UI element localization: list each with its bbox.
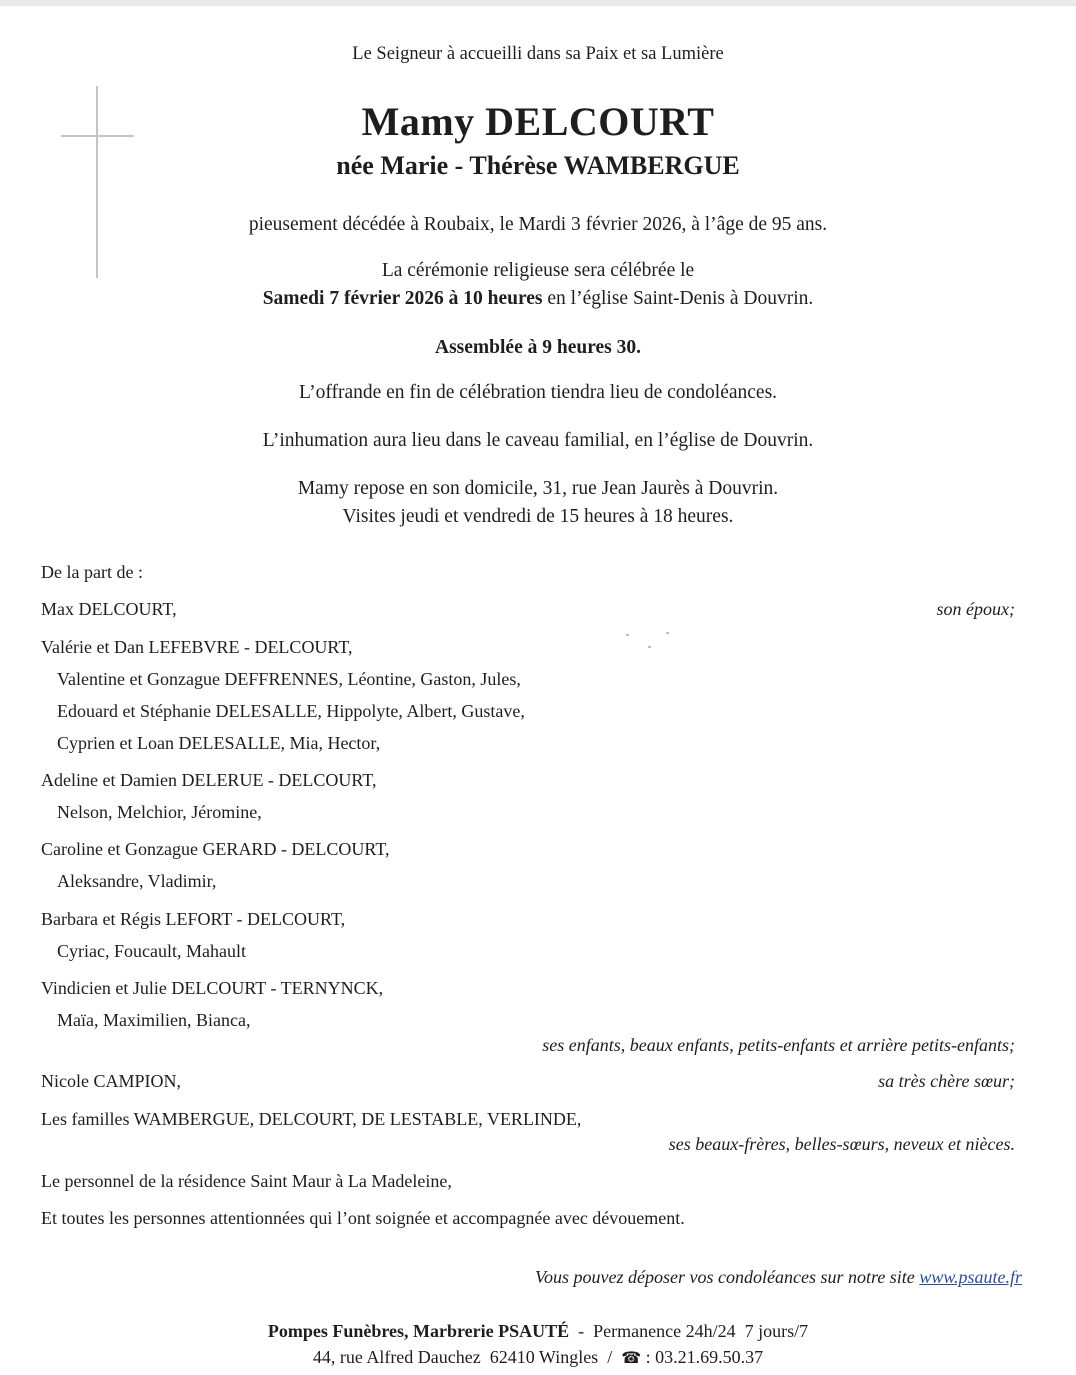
ceremony-line: La cérémonie religieuse sera célébrée le [381, 260, 695, 281]
intro-line: Le Seigneur à accueilli dans sa Paix et sa Lumière [352, 44, 724, 64]
family-intro: De la part de : [41, 562, 143, 582]
ceremony-date: Samedi 7 février 2026 à 10 heures [262, 288, 543, 309]
telephone-icon: ☎ [621, 1350, 642, 1367]
child-family: Barbara et Régis LEFORT - DELCOURT, [41, 909, 346, 929]
offering-note: L’offrande en fin de célébration tiendra lieu de condoléances. [298, 382, 778, 403]
funeral-home-permanence: - Permanence 24h/24 7 jours/7 [569, 1321, 809, 1341]
grandchildren-line: Aleksandre, Vladimir, [57, 871, 217, 891]
ceremony-place: en l’église Saint-Denis à Douvrin. [542, 288, 814, 309]
condolences-note [535, 1265, 1022, 1289]
scan-specks [626, 632, 676, 652]
deceased-name: Mamy DELCOURT [361, 99, 715, 144]
condolences-text: Vous pouvez déposer vos condoléances sur notre site [535, 1267, 920, 1287]
grandchildren-line: Nelson, Melchior, Jéromine, [57, 802, 262, 822]
extended-families: Les familles WAMBERGUE, DELCOURT, DE LESTABLE, VERLINDE, [41, 1109, 582, 1129]
maiden-name: née Marie - Thérèse WAMBERGUE [336, 151, 740, 180]
staff-line: Le personnel de la résidence Saint Maur à La Madeleine, [41, 1171, 452, 1191]
burial-note: L’inhumation aura lieu dans le caveau familial, en l’église de Douvrin. [262, 430, 814, 451]
visit-hours: Visites jeudi et vendredi de 15 heures à 18 heures. [342, 506, 734, 527]
child-family: Valérie et Dan LEFEBVRE - DELCOURT, [41, 637, 353, 657]
scan-edge [0, 0, 1076, 6]
children-role: ses enfants, beaux enfants, petits-enfants et arrière petits-enfants; [542, 1035, 1015, 1055]
funeral-home-line [0, 1319, 1076, 1343]
grandchildren-line: Cyprien et Loan DELESALLE, Mia, Hector, [57, 733, 381, 753]
funeral-home-address: 44, rue Alfred Dauchez 62410 Wingles / [312, 1347, 622, 1367]
funeral-home-name: Pompes Funèbres, Marbrerie PSAUTÉ [267, 1321, 570, 1341]
child-family: Adeline et Damien DELERUE - DELCOURT, [41, 770, 377, 790]
death-notice: pieusement décédée à Roubaix, le Mardi 3 février 2026, à l’âge de 95 ans. [248, 214, 828, 235]
grandchildren-line: Edouard et Stéphanie DELESALLE, Hippolyte, Albert, Gustave, [57, 701, 525, 721]
funeral-home-address-line [0, 1345, 1076, 1371]
sister-name: Nicole CAMPION, [41, 1071, 181, 1091]
extended-families-role: ses beaux-frères, belles-sœurs, neveux et nièces. [668, 1134, 1015, 1154]
assembly-time: Assemblée à 9 heures 30. [435, 337, 641, 358]
husband-role: son époux; [936, 599, 1015, 619]
ceremony-details [0, 287, 1076, 311]
others-line: Et toutes les personnes attentionnées qui l’ont soignée et accompagnée avec dévouement. [41, 1208, 685, 1228]
sister-role: sa très chère sœur; [878, 1071, 1015, 1091]
grandchildren-line: Valentine et Gonzague DEFFRENNES, Léontine, Gaston, Jules, [57, 669, 521, 689]
husband-name: Max DELCOURT, [41, 599, 177, 619]
repose-address: Mamy repose en son domicile, 31, rue Jean Jaurès à Douvrin. [297, 478, 779, 499]
funeral-home-phone: : 03.21.69.50.37 [641, 1347, 764, 1367]
child-family: Vindicien et Julie DELCOURT - TERNYNCK, [41, 978, 384, 998]
website-link[interactable]: www.psaute.fr [919, 1267, 1022, 1287]
grandchildren-line: Cyriac, Foucault, Mahault [57, 941, 246, 961]
child-family: Caroline et Gonzague GERARD - DELCOURT, [41, 839, 390, 859]
grandchildren-line: Maïa, Maximilien, Bianca, [57, 1010, 251, 1030]
